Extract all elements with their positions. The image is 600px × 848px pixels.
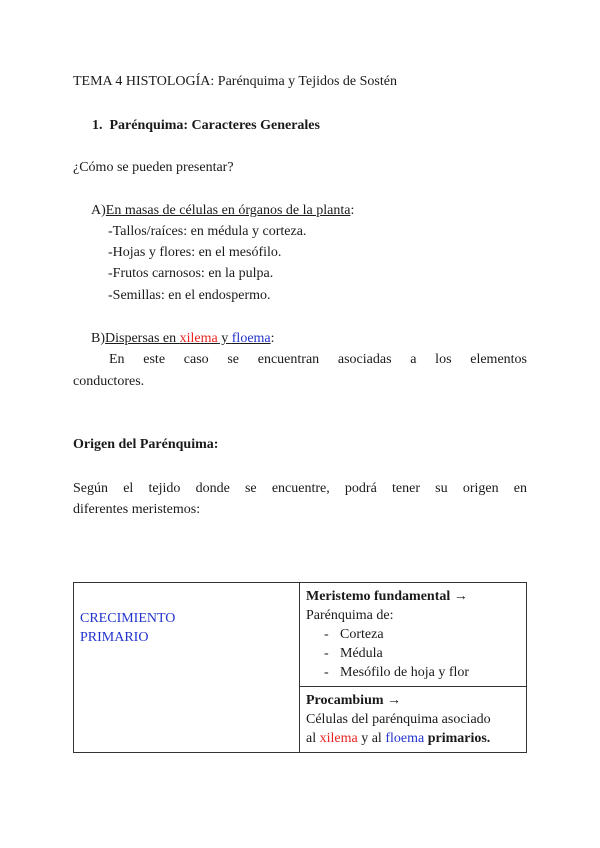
procambium-line2 (306, 729, 520, 748)
list-item: - Médula (306, 644, 520, 663)
section-number: 1. (92, 118, 103, 133)
meristemo-heading: Meristemo fundamental → (306, 589, 468, 604)
subsection-a (91, 203, 354, 219)
procambium-cell (300, 687, 527, 753)
subsection-b (91, 331, 275, 347)
subsection-a-colon: : (350, 203, 355, 218)
subsection-b-marker: B) (91, 331, 105, 346)
crecimiento-primario-cell (74, 583, 300, 753)
al-text: al (306, 731, 320, 746)
subsection-a-marker: A) (91, 203, 106, 218)
section-heading-parenquima (92, 118, 320, 134)
section-heading-text: Parénquima: Caracteres Generales (109, 118, 320, 133)
origin-heading: Origen del Parénquima: (73, 437, 219, 452)
list-item: - Corteza (306, 625, 520, 644)
origin-table (73, 582, 527, 753)
parenquima-de-label: Parénquima de: (306, 608, 394, 623)
procambium-line1: Células del parénquima asociado (306, 712, 491, 727)
crecimiento-label: CRECIMIENTO (80, 611, 176, 626)
primarios-text: primarios. (424, 731, 491, 746)
origin-paragraph-line2: diferentes meristemos: (73, 502, 201, 517)
procambium-heading: Procambium → (306, 693, 402, 708)
y-al-text: y al (357, 731, 386, 746)
page-title: TEMA 4 HISTOLOGÍA: Parénquima y Tejidos de Sostén (73, 74, 397, 89)
primario-label: PRIMARIO (80, 630, 149, 645)
list-item: -Tallos/raíces: en médula y corteza. (108, 224, 307, 239)
subsection-a-label: En masas de células en órganos de la planta (105, 203, 351, 218)
subsection-b-paragraph-line2: conductores. (73, 374, 145, 389)
list-item: -Semillas: en el endospermo. (108, 288, 271, 303)
tissue-list (306, 625, 520, 682)
subsection-b-label (105, 331, 271, 346)
list-item: -Hojas y flores: en el mesófilo. (108, 245, 282, 260)
floema-word: floema (385, 731, 425, 746)
xilema-word: xilema (319, 731, 358, 746)
list-item: - Mesófilo de hoja y flor (306, 663, 520, 682)
list-item: -Frutos carnosos: en la pulpa. (108, 266, 274, 281)
question-text: ¿Cómo se pueden presentar? (73, 160, 234, 175)
conjunction: y (217, 331, 232, 346)
xilema-word: xilema (179, 331, 218, 346)
origin-paragraph-line1: Según el tejido donde se encuentre, podrá tener su origen en (73, 481, 527, 496)
floema-word: floema (231, 331, 271, 346)
meristemo-fundamental-cell (300, 583, 527, 687)
subsection-b-colon: : (270, 331, 275, 346)
subsection-b-paragraph-line1: En este caso se encuentran asociadas a los elementos (109, 352, 527, 367)
subsection-b-label-start: Dispersas en (105, 331, 180, 346)
